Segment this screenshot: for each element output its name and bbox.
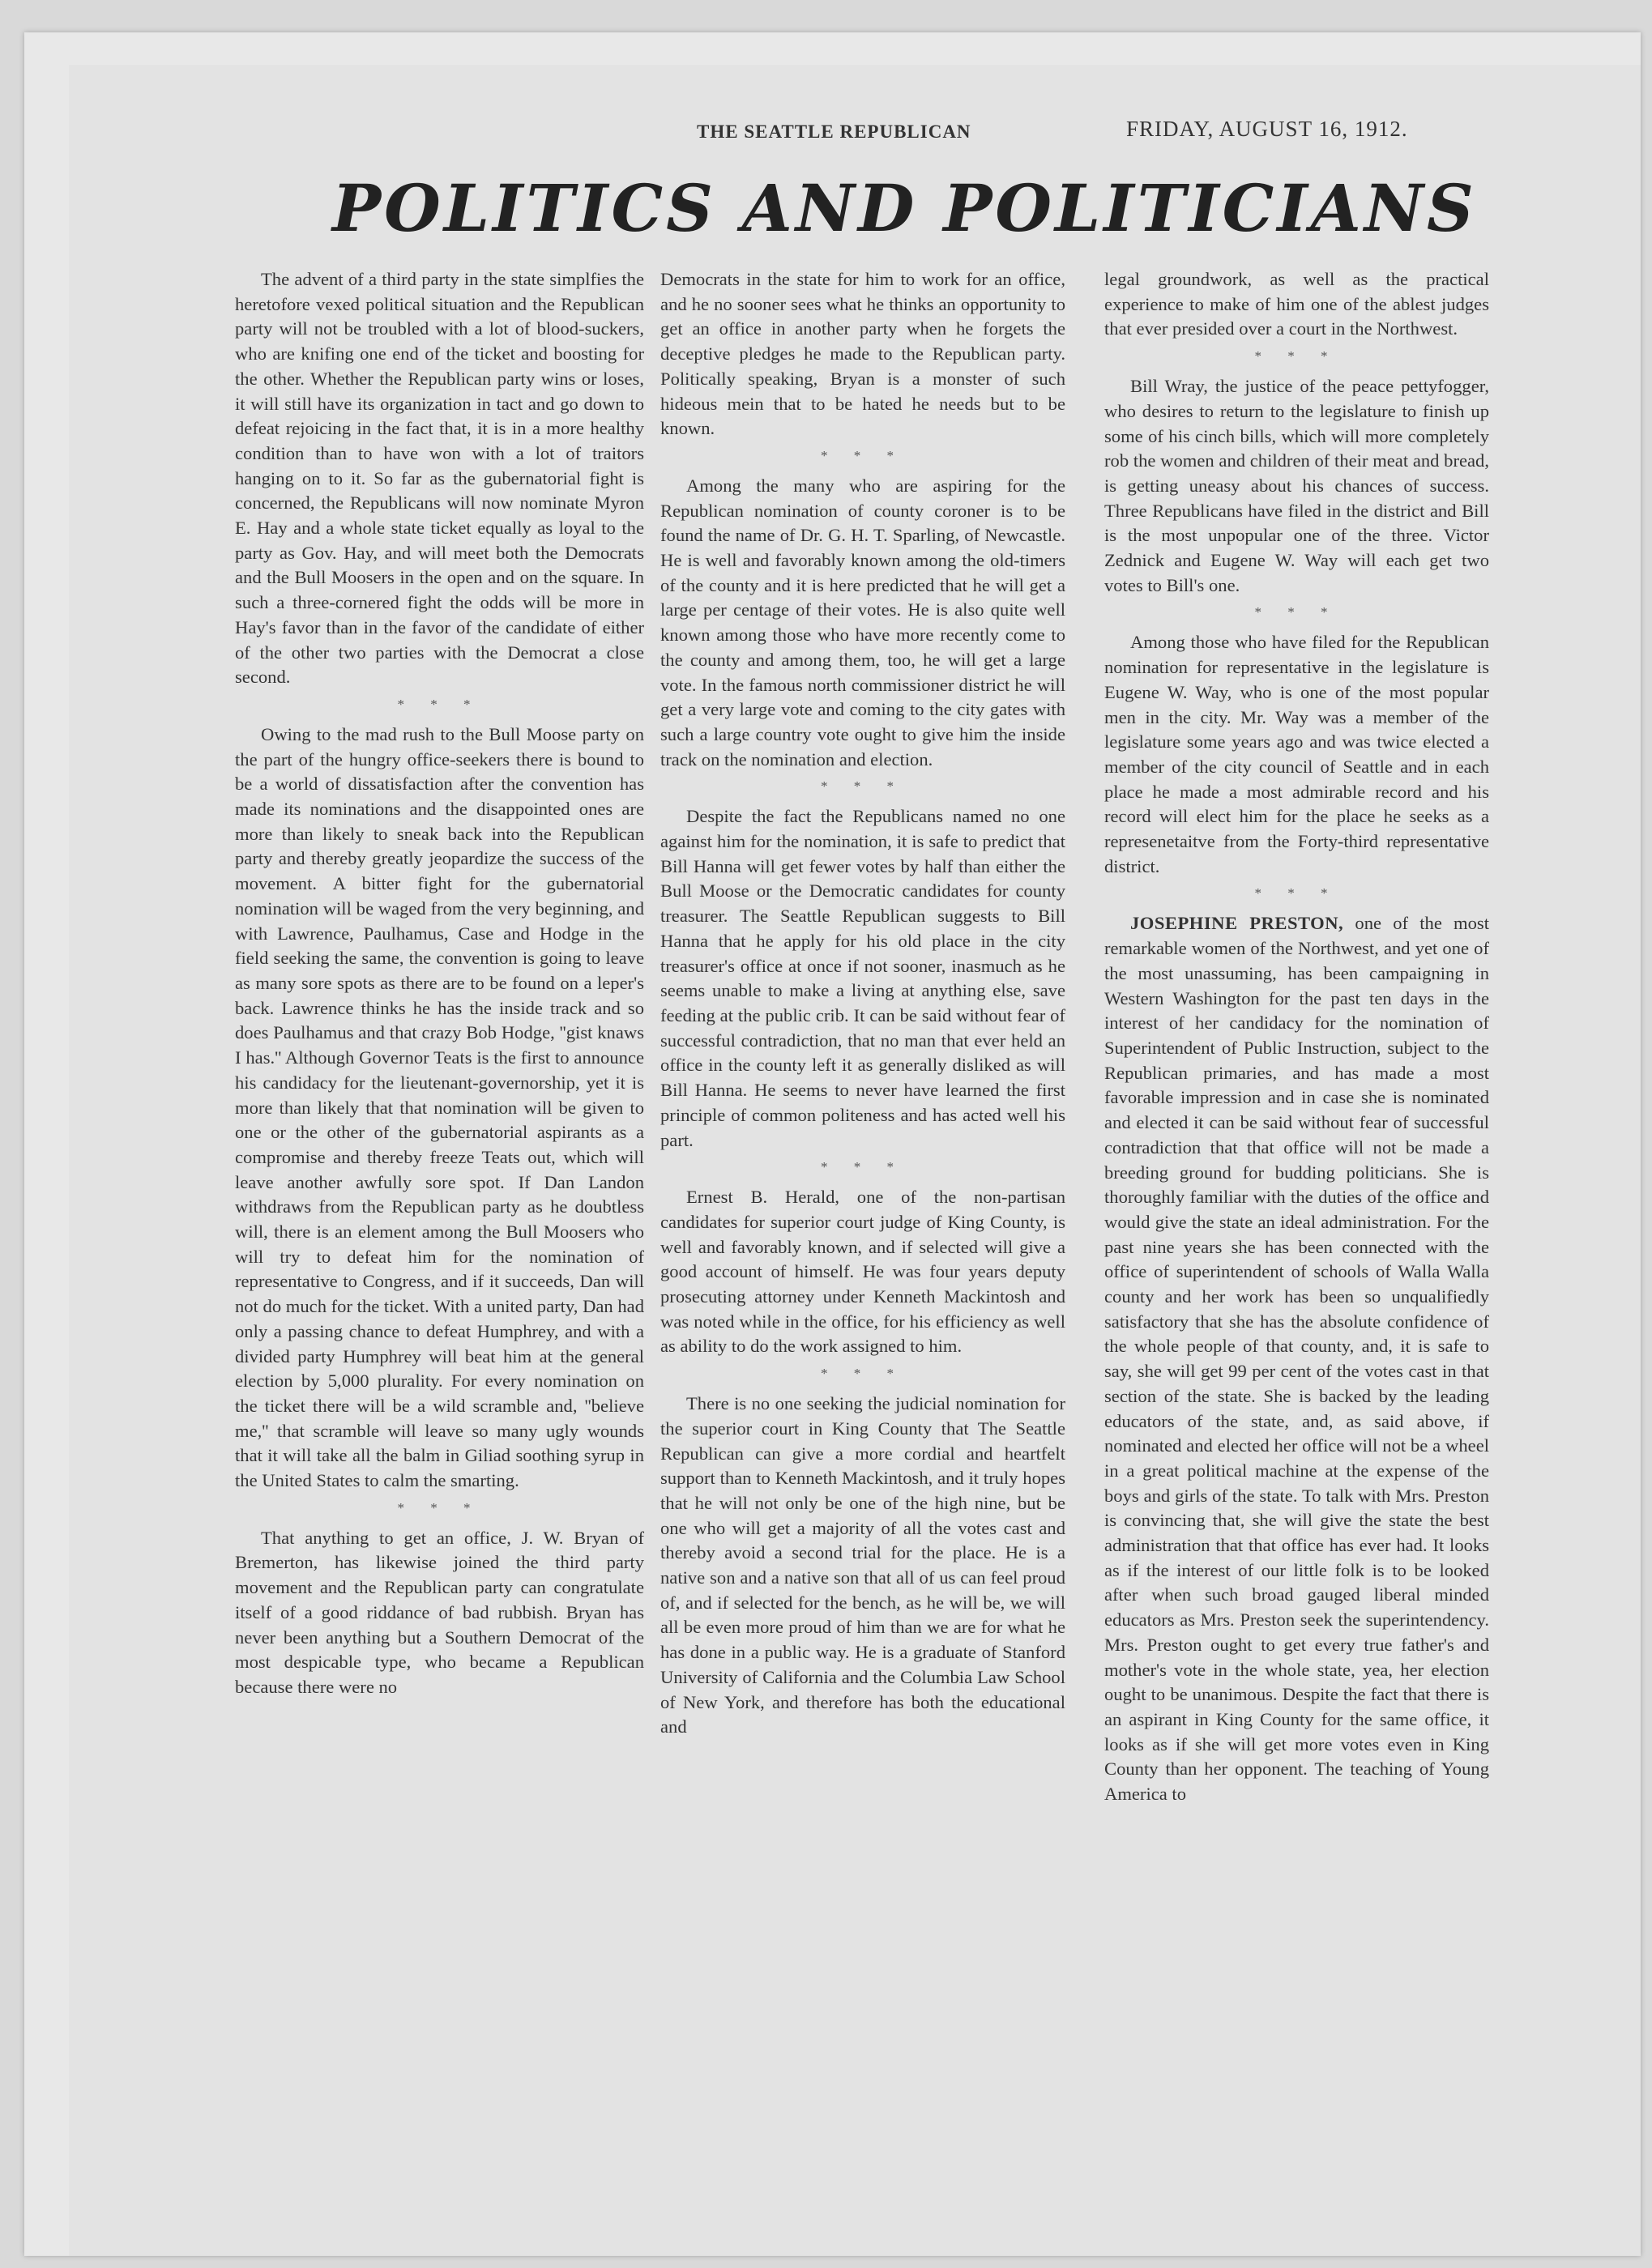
- separator: * * *: [1254, 348, 1339, 364]
- running-header: [0, 117, 1652, 154]
- paragraph: Ernest B. Herald, one of the non-partisan candidates for superior court judge of King County, is well and favorably known, and if selected will give a good account of himself. He was four years deputy prosecuting attorney under Kenneth Mackintosh and was noted while in the office, for his efficiency as well as ability to do the work assigned to him.: [660, 1187, 1065, 1357]
- column-2: [660, 267, 1065, 1740]
- paragraph: Among the many who are aspiring for the Republican nomination of county coroner is to be found the name of Dr. G. H. T. Sparling, of Newcastle. He is well and favorably known among the old-timers of the county and it is here predicted that he will get a large per centage of their votes. He is also quite well known among those who have more recently come to the county and among them, too, he will get a large vote. In the famous north commissioner district he will get a very large vote and coming to the city gates with such a large country vote ought to give him the inside track on the nomination and election.: [660, 475, 1065, 770]
- column-3: [1104, 267, 1489, 1807]
- paragraph: There is no one seeking the judicial nomination for the superior court in King County that The Seattle Republican can give a more cordial and heartfelt support than to Kenneth Mackintosh, and it truly hopes that he will not only be one of the high nine, but be one who will get a majority of all the votes cast and thereby avoid a second trial for the place. He is a native son and a native son that all of us can feel proud of, and if selected for the bench, as he will be, we will all be even more proud of him than we are for what he has done in a public way. He is a graduate of Stanford University of California and the Columbia Law School of New York, and therefore has both the educational and: [660, 1393, 1065, 1737]
- separator: * * *: [1254, 885, 1339, 902]
- column-1: [235, 267, 644, 1700]
- paragraph: legal groundwork, as well as the practical experience to make of him one of the ablest judges that ever presided over a court in the Northwest.: [1104, 269, 1489, 339]
- masthead: THE SEATTLE REPUBLICAN: [697, 122, 971, 142]
- paragraph: [1104, 911, 1489, 1806]
- person-name: JOSEPHINE PRESTON,: [1130, 913, 1344, 934]
- headline: POLITICS AND POLITICIANS: [332, 170, 1477, 246]
- paragraph: The advent of a third party in the state simplfies the heretofore vexed political situation and the Republican party will not be troubled with a lot of blood-suckers, who are knifing one end of the ticket and boosting for the other. Whether the Republican party wins or loses, it will still have its organization in tact and go down to defeat rejoicing in the fact that, it is in a more healthy condition than to have won with a lot of traitors hanging on to it. So far as the gubernatorial fight is concerned, the Republicans will now nominate Myron E. Hay and a whole state ticket equally as loyal to the party as Gov. Hay, and will meet both the Democrats and the Bull Moosers in the open and on the square. In such a three-cornered fight the odds will be more in Hay's favor than in the favor of the candidate of either of the other two parties with the Democrat a close second.: [235, 269, 644, 688]
- separator: * * *: [821, 1366, 905, 1382]
- paragraph: Bill Wray, the justice of the peace pettyfogger, who desires to return to the legislature to finish up some of his cinch bills, which will more completely rob the women and children of their meat and bread, is getting uneasy about his chances of success. Three Republicans have filed in the district and Bill is the most unpopular one of the three. Victor Zednick and Eugene W. Way will each get two votes to Bill's one.: [1104, 376, 1489, 595]
- dateline: FRIDAY, AUGUST 16, 1912.: [1126, 117, 1408, 141]
- separator: * * *: [1254, 604, 1339, 620]
- separator: * * *: [821, 447, 905, 463]
- separator: * * *: [821, 778, 905, 795]
- separator: * * *: [397, 1499, 482, 1516]
- paragraph: That anything to get an office, J. W. Bryan of Bremerton, has likewise joined the third party movement and the Republican party can congratulate itself of a good riddance of bad rubbish. Bryan has never been anything but a Southern Democrat of the most despicable type, who became a Republican because there were no: [235, 1527, 644, 1697]
- separator: * * *: [821, 1159, 905, 1175]
- paragraph: Despite the fact the Republicans named no one against him for the nomination, it is safe to predict that Bill Hanna will get fewer votes by half than either the Bull Moose or the Democratic candidates for county treasurer. The Seattle Republican suggests to Bill Hanna that he apply for his old place in the city treasurer's office at once if not sooner, inasmuch as he seems unable to make a living at anything else, save feeding at the public crib. It can be said without fear of successful contradiction, that no man that ever held an office in the county left it as generally disliked as will Bill Hanna. He seems to never have learned the first principle of common politeness and has acted well his part.: [660, 806, 1065, 1150]
- paragraph: Democrats in the state for him to work for an office, and he no sooner sees what he thinks an opportunity to get an office in another party when he forgets the deceptive pledges he made to the Republican party. Politically speaking, Bryan is a monster of such hideous mein that to be hated he needs but to be known.: [660, 269, 1065, 439]
- paragraph-text: one of the most remarkable women of the Northwest, and yet one of the most unassuming, has been campaigning in Western Washington for the past ten days in the interest of her candidacy for the nomination of Superintendent of Public Instruction, subject to the Republican primaries, and has made a most favorable impression and in case she is nominated and elected it can be said without fear of successful contradiction that that office will not be made a breeding ground for budding politicians. She is thoroughly familiar with the duties of the office and would give the state an ideal administration. For the past nine years she has been connected with the office of superintendent of schools of Walla Walla county and her work has been so unqualifiedly satisfactory that she has the absolute confidence of the whole people of that county, and, it is safe to say, she will get 99 per cent of the votes cast in that section of the state. She is backed by the leading educators of the state, and, as said above, if nominated and elected her office will not be a wheel in a great political machine at the expense of the boys and girls of the state. To talk with Mrs. Preston is convincing that, she will give the state the best administration that that office has ever had. It looks as if the interest of our little folk is to be looked after when such broad gauged liberal minded educators as Mrs. Preston seek the superintendency. Mrs. Preston ought to get every true father's and mother's vote in the whole state, yea, her election ought to be unanimous. Despite the fact that there is an aspirant in King County for the same office, it looks as if she will get more votes even in King County than her opponent. The teaching of Young America to: [1104, 913, 1489, 1805]
- paragraph: Among those who have filed for the Republican nomination for representative in the legislature is Eugene W. Way, who is one of the most popular men in the city. Mr. Way was a member of the legislature some years ago and was twice elected a member of the city council of Seattle and in each place he made a most admirable record and his record will elect him for the place he seeks as a represenetaitve from the Forty-third representative district.: [1104, 632, 1489, 876]
- paragraph: Owing to the mad rush to the Bull Moose party on the part of the hungry office-seekers there is bound to be a world of dissatisfaction after the convention has made its nominations and the disappointed ones are more than likely to sneak back into the Republican party and thereby greatly jeopardize the success of the movement. A bitter fight for the gubernatorial nomination will be waged from the very beginning, and with Lawrence, Paulhamus, Case and Hodge in the field seeking the same, the convention is going to leave as many sore spots as there are to be found on a leper's back. Lawrence thinks he has the inside track and so does Paulhamus and that crazy Bob Hodge, ''gist knaws I has.'' Although Governor Teats is the first to announce his candidacy for the lieutenant-governorship, yet it is more than likely that that nomination will be given to one or the other of the gubernatorial aspirants as a compromise and thereby freeze Teats out, which will leave another awfully sore spot. If Dan Landon withdraws from the Republican party as he doubtless will, there is an element among the Bull Moosers who will try to defeat him for the nomination of representative to Congress, and if it succeeds, Dan will not do much for the ticket. With a united party, Dan had only a passing chance to defeat Humphrey, and with a divided party Humphrey will beat him at the general election by 5,000 plurality. For every nomination on the ticket there will be a wild scramble and, ''believe me,'' that scramble will leave so many ugly wounds that it will take all the balm in Giliad soothing syrup in the United States to calm the smarting.: [235, 723, 644, 1491]
- separator: * * *: [397, 696, 482, 712]
